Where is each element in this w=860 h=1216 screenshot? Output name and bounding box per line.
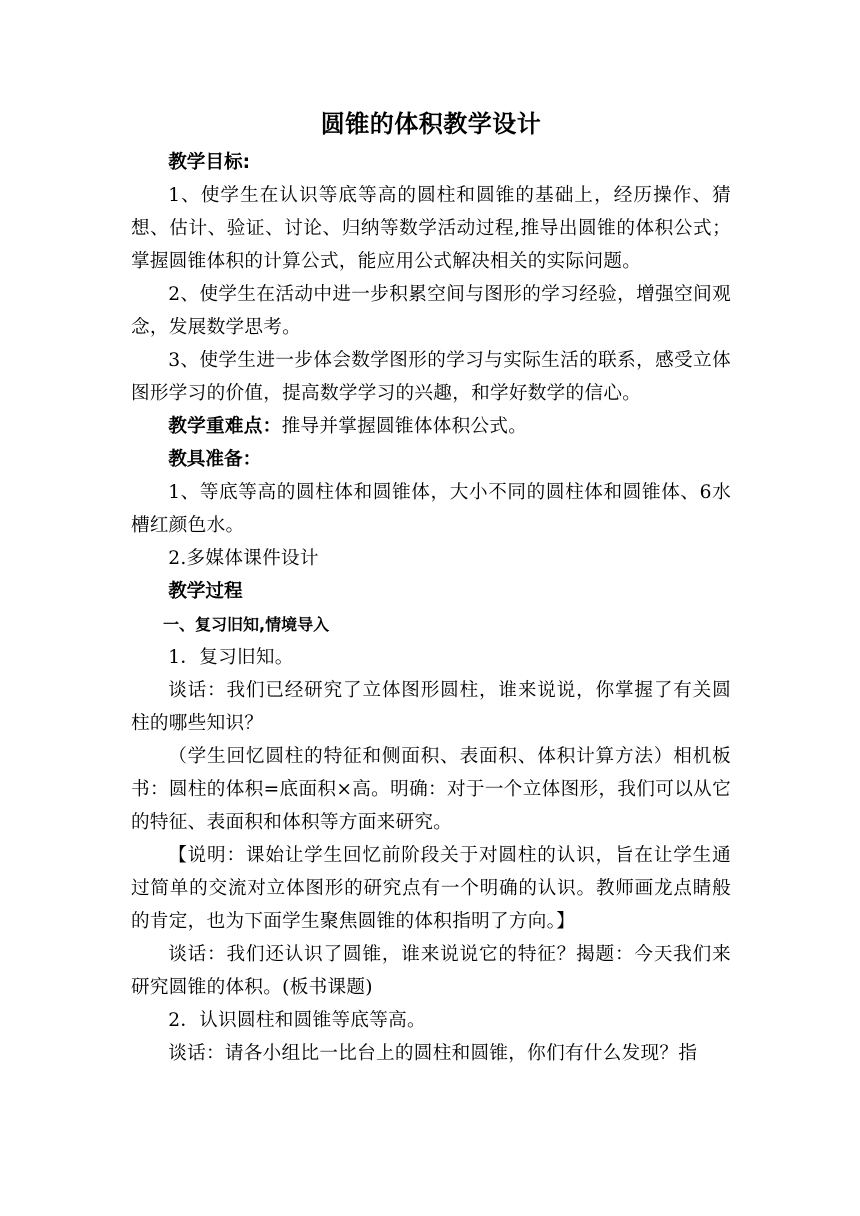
objective-3: 3、使学生进一步体会数学图形的学习与实际生活的联系，感受立体图形学习的价值，提高数学学习的兴趣，和学好数学的信心。	[131, 350, 731, 404]
objectives-heading: 教学目标:	[168, 152, 250, 173]
key-points-text: 推导并掌握圆锥体体积公式。	[281, 416, 528, 437]
key-points-paragraph	[131, 410, 731, 443]
step-2: 2．认识圆柱和圆锥等底等高。	[168, 1010, 426, 1031]
step-1: 1．复习旧知。	[168, 647, 294, 668]
section-1-heading: 一、复习旧知,情境导入	[163, 615, 330, 634]
talk-1: 谈话：我们已经研究了立体图形圆柱，谁来说说，你掌握了有关圆柱的哪些知识？	[131, 680, 731, 734]
talk-3: 谈话：请各小组比一比台上的圆柱和圆锥，你们有什么发现？指	[168, 1043, 698, 1064]
objective-2: 2、使学生在活动中进一步积累空间与图形的学习经验，增强空间观念，发展数学思考。	[131, 284, 731, 338]
document-body	[131, 106, 731, 1070]
note-paragraph: 【说明：课始让学生回忆前阶段关于对圆柱的认识，旨在让学生通过简单的交流对立体图形的研究点有一个明确的认识。教师画龙点睛般的肯定，也为下面学生聚焦圆锥的体积指明了方向。】	[131, 845, 731, 932]
document-title: 圆锥的体积教学设计	[320, 110, 542, 138]
talk-2: 谈话：我们还认识了圆锥，谁来说说它的特征？揭题：今天我们来研究圆锥的体积。(板书课题)	[131, 944, 731, 998]
material-2: 2.多媒体课件设计	[168, 548, 319, 569]
materials-heading: 教具准备：	[168, 449, 262, 470]
key-points-label: 教学重难点：	[168, 416, 282, 437]
material-1: 1、等底等高的圆柱体和圆锥体，大小不同的圆柱体和圆锥体、6水槽红颜色水。	[131, 482, 731, 536]
process-heading: 教学过程	[168, 581, 243, 602]
recall-paragraph: （学生回忆圆柱的特征和侧面积、表面积、体积计算方法）相机板书：圆柱的体积=底面积×高。明确：对于一个立体图形，我们可以从它的特征、表面积和体积等方面来研究。	[131, 746, 731, 833]
objective-1: 1、使学生在认识等底等高的圆柱和圆锥的基础上，经历操作、猜想、估计、验证、讨论、归纳等数学活动过程,推导出圆锥的体积公式；掌握圆锥体积的计算公式，能应用公式解决相关的实际问题。	[131, 185, 731, 272]
